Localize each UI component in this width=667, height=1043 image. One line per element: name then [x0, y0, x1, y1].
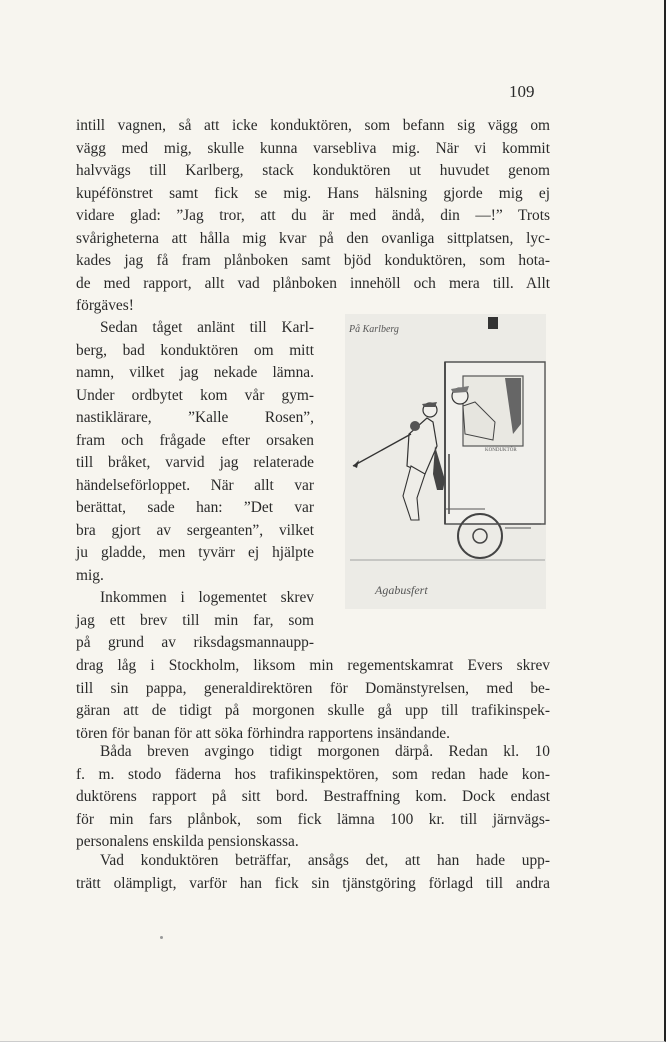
text-line: tören för banan för att söka förhindra rapportens insändande.	[76, 724, 450, 742]
text-line: jag ett brev till min far, som	[76, 611, 314, 629]
text-line: bra gjort av sergeanten”, vilket	[76, 521, 314, 539]
text-line: Båda breven avgingo tidigt morgonen därpå. Redan kl. 10	[100, 743, 550, 760]
text-line: berättat, sade han: ”Det var	[76, 499, 314, 516]
text-line: halvvägs till Karlberg, stack konduktören ut huvudet genom	[76, 162, 550, 179]
text-line: gäran att de tidigt på morgonen skulle gå upp till trafikinspek-	[76, 702, 550, 719]
text-line: Inkommen i logementet skrev	[100, 589, 314, 606]
text-line: kades jag få fram plånboken samt bjöd konduktören, som hota-	[76, 252, 550, 269]
text-line: drag låg i Stockholm, liksom min regementskamrat Evers skrev	[76, 657, 550, 674]
text-line: duktörens rapport på sitt bord. Bestraffning kom. Dock endast	[76, 788, 550, 805]
text-line: vägg med mig, skulle kunna varsebliva mig. När vi kommit	[76, 139, 550, 157]
text-line: Under ordbytet kom vår gym-	[76, 386, 314, 404]
text-line: på grund av riksdagsmannaupp-	[76, 634, 314, 651]
text-line: svårigheterna att hålla mig kvar på den ovanliga sittplatsen, lyc-	[76, 229, 550, 247]
text-line: kupéfönstret samt fick se mig. Hans hälsning gjorde mig ej	[76, 184, 550, 202]
text-line: till sin pappa, generaldirektören för Domänstyrelsen, med be-	[76, 679, 550, 697]
text-line: personalens enskilda pensionskassa.	[76, 833, 299, 850]
text-line: nastiklärare, ”Kalle Rosen”,	[76, 409, 314, 426]
caption-top: På Karlberg	[349, 324, 399, 335]
text-line: trätt olämpligt, varför han fick sin tjänstgöring förlagd till andra	[76, 874, 550, 892]
paragraph-5	[76, 850, 550, 895]
text-line: till bråket, varvid jag relaterade	[76, 454, 314, 471]
illustration	[345, 314, 546, 609]
paragraph-1	[76, 115, 550, 318]
text-line: de med rapport, allt vad plånboken innehöll och mera till. Allt	[76, 274, 550, 292]
speck	[160, 936, 163, 939]
caption-bottom: Agabusfert	[375, 583, 428, 597]
paragraph-3-narrow	[76, 587, 314, 655]
paragraph-4	[76, 741, 550, 854]
text-line: ju gladde, men tyvärr ej hjälpte	[76, 544, 314, 561]
text-line: berg, bad konduktören om mitt	[76, 341, 314, 359]
text-line: förgäves!	[76, 297, 134, 314]
text-line: fram och frågade efter orsaken	[76, 431, 314, 449]
text-line: för min fars plånbok, som fick lämna 100 kr. till järnvägs-	[76, 810, 550, 828]
text-line: mig.	[76, 566, 104, 584]
text-line: Vad konduktören beträffar, ansågs det, att han hade upp-	[100, 852, 550, 869]
paragraph-2	[76, 317, 314, 587]
paragraph-3-full	[76, 655, 550, 745]
illustration-drawing	[345, 314, 546, 609]
text-line: händelseförloppet. När allt var	[76, 476, 314, 494]
door-label: KONDUKTÖR	[485, 448, 517, 453]
text-line: intill vagnen, så att icke konduktören, som befann sig vägg om	[76, 117, 550, 134]
text-line: Sedan tåget anlänt till Karl-	[100, 319, 314, 336]
text-line: namn, vilket jag nekade lämna.	[76, 364, 314, 381]
text-line: f. m. stodo fäderna hos trafikinspektören, som redan hade kon-	[76, 765, 550, 783]
page-number: 109	[509, 82, 535, 101]
text-line: vidare glad: ”Jag tror, att du är med ändå, din —!” Trots	[76, 207, 550, 224]
